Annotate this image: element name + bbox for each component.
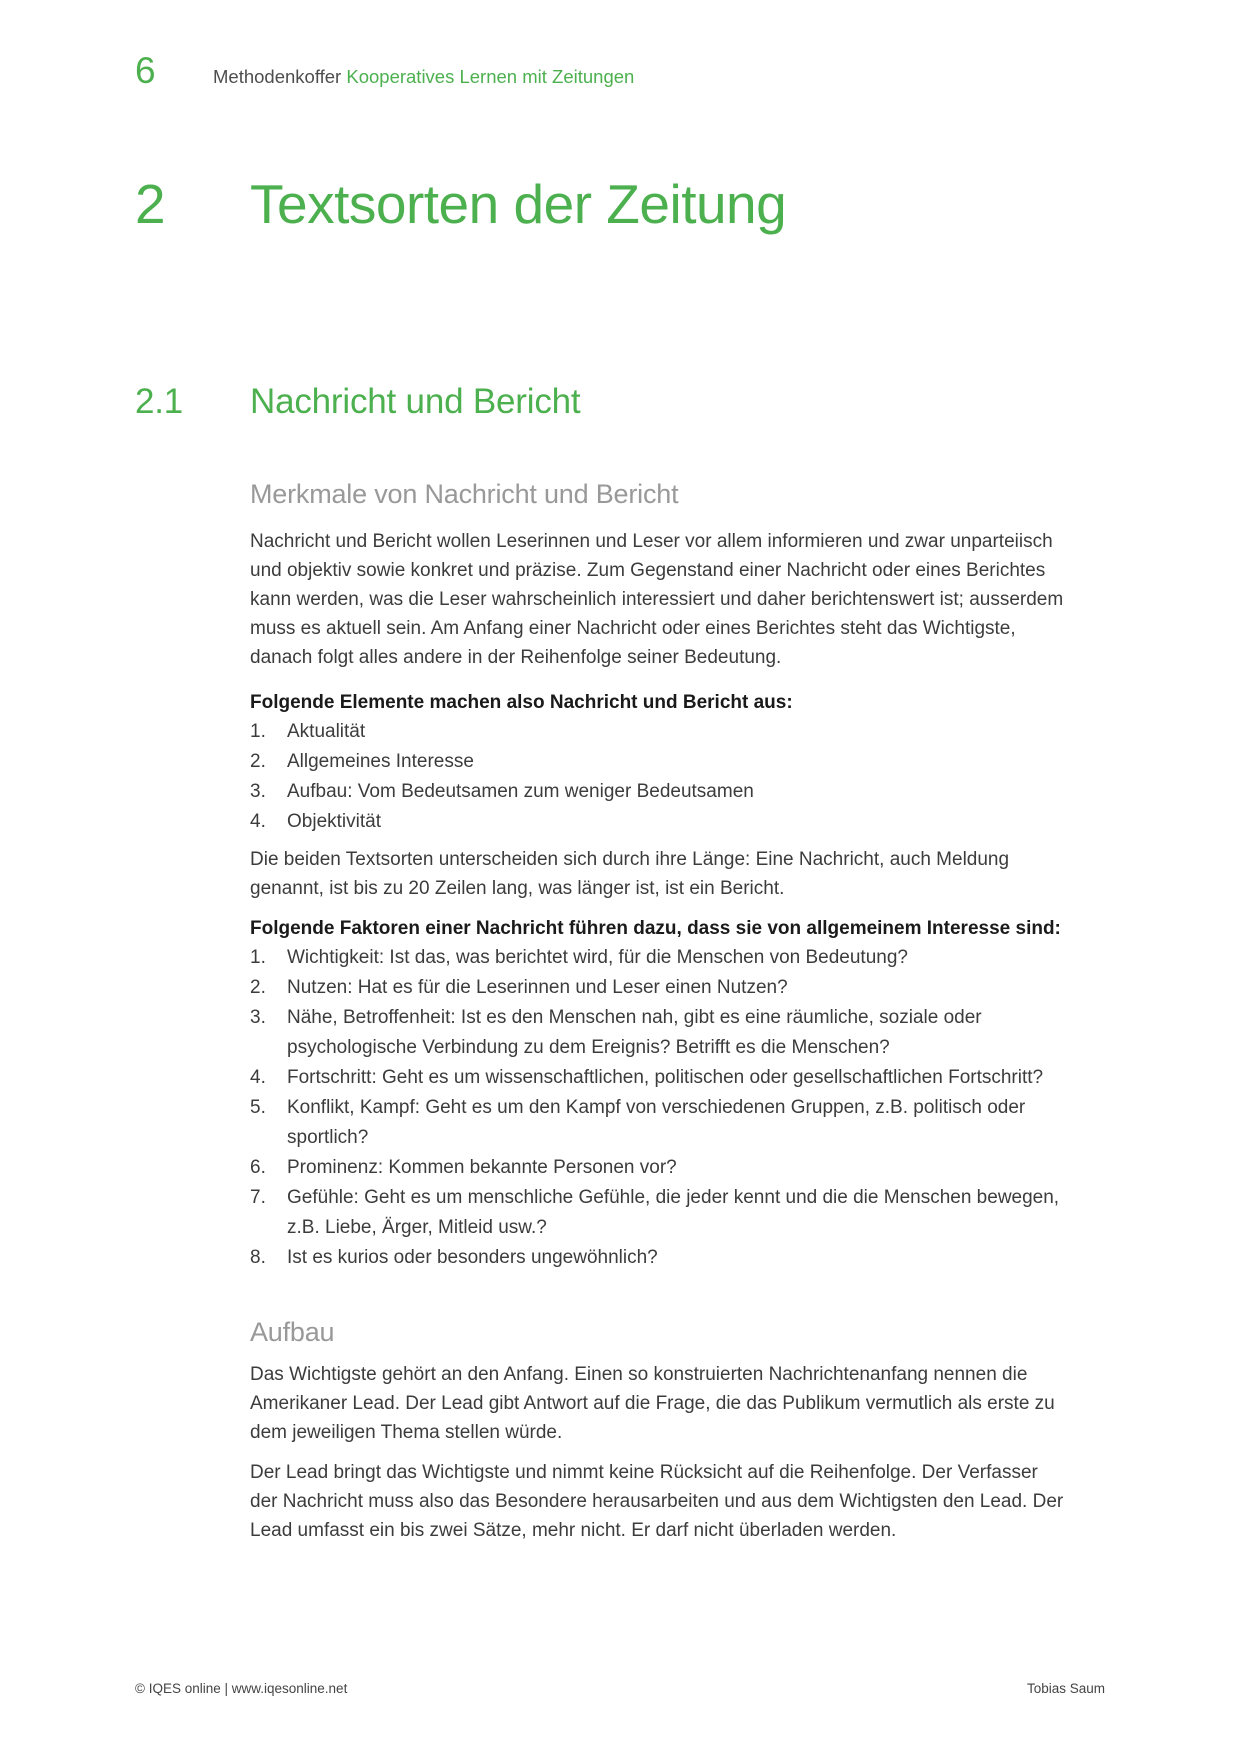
- list-item-text: Konflikt, Kampf: Geht es um den Kampf von verschiedenen Gruppen, z.B. politisch oder sportlich?: [287, 1097, 1026, 1148]
- list-item: [250, 807, 1068, 837]
- list-item: [250, 1003, 1068, 1063]
- list-item-number: 4.: [250, 1067, 266, 1088]
- list-item-number: 8.: [250, 1247, 266, 1268]
- lead-elements: Folgende Elemente machen also Nachricht und Bericht aus:: [250, 692, 793, 713]
- list-item: [250, 1183, 1068, 1243]
- list-item-number: 4.: [250, 811, 266, 832]
- list-item-text: Nähe, Betroffenheit: Ist es den Menschen nah, gibt es eine räumliche, soziale oder psychologische Verbindung zu dem Ereignis? Betrifft es die Menschen?: [287, 1007, 982, 1058]
- list-item-text: Aktualität: [287, 721, 366, 742]
- footer-author: Tobias Saum: [1026, 1681, 1105, 1696]
- subheading-aufbau: Aufbau: [250, 1317, 335, 1347]
- list-faktoren: [250, 943, 1068, 1273]
- chapter-heading-text: Textsorten der Zeitung: [250, 173, 787, 235]
- section-number: 2.1: [135, 382, 184, 421]
- list-item-text: Nutzen: Hat es für die Leserinnen und Leser einen Nutzen?: [287, 977, 788, 998]
- list-item-text: Aufbau: Vom Bedeutsamen zum weniger Bedeutsamen: [287, 781, 754, 802]
- list-item-text: Wichtigkeit: Ist das, was berichtet wird, für die Menschen von Bedeutung?: [287, 947, 908, 968]
- list-item: [250, 1153, 1068, 1183]
- list-item-number: 1.: [250, 947, 266, 968]
- list-item: [250, 777, 1068, 807]
- list-item-number: 7.: [250, 1187, 266, 1208]
- subheading-merkmale: Merkmale von Nachricht und Bericht: [250, 479, 679, 509]
- list-item-number: 1.: [250, 721, 266, 742]
- document-title: [213, 66, 634, 88]
- document-title-accent: Kooperatives Lernen mit Zeitungen: [346, 66, 635, 87]
- list-item-text: Fortschritt: Geht es um wissenschaftlichen, politischen oder gesellschaftlichen Fortschritt?: [287, 1067, 1044, 1088]
- section-heading: [135, 382, 1105, 422]
- list-item-text: Objektivität: [287, 811, 381, 832]
- paragraph-intro: Nachricht und Bericht wollen Leserinnen und Leser vor allem informieren und zwar unparteiisch und objektiv sowie konkret und präzise. Zum Gegenstand einer Nachricht oder eines Berichtes kann werden, was die Leser wahrscheinlich interessiert und daher berichtenswert ist; ausserdem muss es aktuell sein. Am Anfang einer Nachricht oder eines Berichtes steht das Wichtigste, danach folgt alles andere in der Reihenfolge seiner Bedeutung.: [250, 531, 1064, 668]
- running-header: [135, 50, 1105, 92]
- chapter-heading: [135, 172, 1105, 236]
- main-content: [250, 477, 1068, 1545]
- document-title-prefix: Methodenkoffer: [213, 66, 342, 87]
- list-item: [250, 1063, 1068, 1093]
- paragraph-aufbau-2: Der Lead bringt das Wichtigste und nimmt keine Rücksicht auf die Reihenfolge. Der Verfasser der Nachricht muss also das Besondere herausarbeiten und aus dem Wichtigsten den Lead. Der Lead umfasst ein bis zwei Sätze, mehr nicht. Er darf nicht überladen werden.: [250, 1462, 1064, 1541]
- list-item-text: Ist es kurios oder besonders ungewöhnlich?: [287, 1247, 658, 1268]
- list-item: [250, 717, 1068, 747]
- list-item: [250, 747, 1068, 777]
- list-item: [250, 973, 1068, 1003]
- list-item-number: 3.: [250, 1007, 266, 1028]
- list-item-number: 6.: [250, 1157, 266, 1178]
- list-item: [250, 1243, 1068, 1273]
- page-footer: [135, 1681, 1105, 1696]
- list-item-number: 2.: [250, 751, 266, 772]
- list-item-text: Prominenz: Kommen bekannte Personen vor?: [287, 1157, 677, 1178]
- chapter-number: 2: [135, 173, 166, 235]
- list-item: [250, 1093, 1068, 1153]
- list-elements: [250, 717, 1068, 837]
- footer-copyright: © IQES online | www.iqesonline.net: [135, 1681, 348, 1696]
- list-item-number: 2.: [250, 977, 266, 998]
- page-number: 6: [135, 50, 156, 91]
- paragraph-aufbau-1: Das Wichtigste gehört an den Anfang. Einen so konstruierten Nachrichtenanfang nennen die Amerikaner Lead. Der Lead gibt Antwort auf die Frage, die das Publikum vermutlich als erste zu dem jeweiligen Thema stellen würde.: [250, 1364, 1055, 1443]
- list-item: [250, 943, 1068, 973]
- list-item-text: Allgemeines Interesse: [287, 751, 474, 772]
- paragraph-laenge: Die beiden Textsorten unterscheiden sich durch ihre Länge: Eine Nachricht, auch Meldung genannt, ist bis zu 20 Zeilen lang, was länger ist, ist ein Bericht.: [250, 849, 1010, 899]
- list-item-number: 3.: [250, 781, 266, 802]
- list-item-number: 5.: [250, 1097, 266, 1118]
- list-item-text: Gefühle: Geht es um menschliche Gefühle, die jeder kennt und die die Menschen bewegen, z.B. Liebe, Ärger, Mitleid usw.?: [287, 1187, 1060, 1238]
- lead-faktoren: Folgende Faktoren einer Nachricht führen dazu, dass sie von allgemeinem Interesse sind:: [250, 918, 1061, 939]
- section-heading-text: Nachricht und Bericht: [250, 382, 581, 421]
